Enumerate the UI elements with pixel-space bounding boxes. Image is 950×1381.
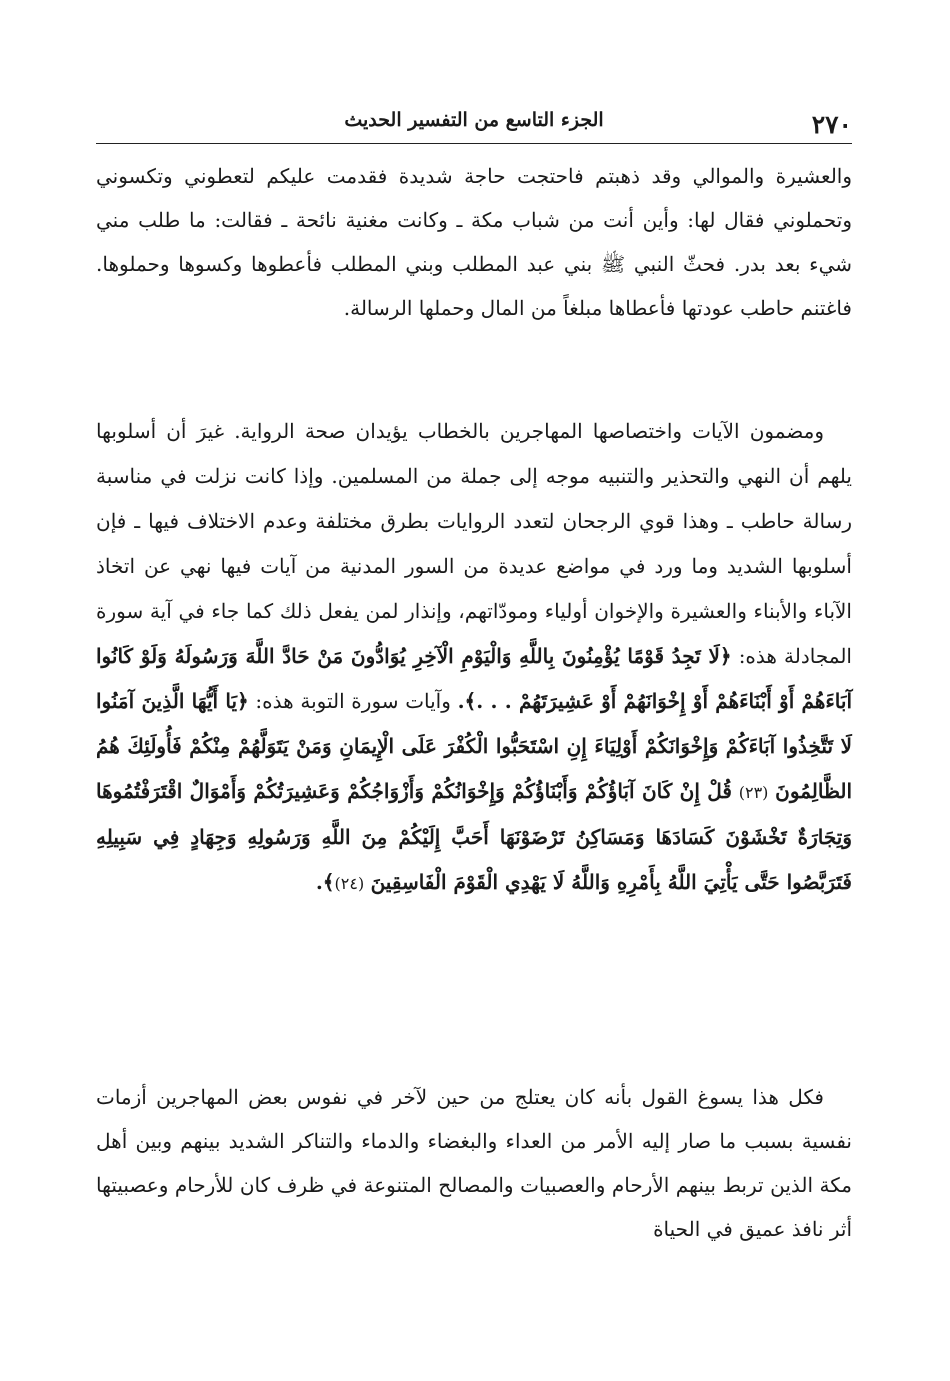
paragraph-text: ومضمون الآيات واختصاصها المهاجرين بالخطاب يؤيدان صحة الرواية. غيرَ أن أسلوبها يلهم أن النهي والتحذير والتنبيه موجه إلى جملة من المسلمين. وإذا كانت نزلت في مناسبة رسالة حاطب ـ وهذا قوي الرجحان لتعدد الروايات بطرق مختلفة وعدم الاختلاف فيها ـ فإن أسلوبها الشديد وما ورد في مواضع عديدة من السور المدنية من آيات فيها نهي عن اتخاذ الآباء والأبناء والعشيرة والإخوان أولياء ومودّاتهم، وإنذار لمن يفعل ذلك كما جاء في آية سورة المجادلة هذه:	[96, 419, 852, 668]
paragraph-text: فكل هذا يسوغ القول بأنه كان يعتلج من حين لآخر في نفوس بعض المهاجرين أزمات نفسية بسبب ما صار إليه الأمر من العداء والبغضاء والدماء والتناكر الشديد بينهم وبين أهل مكة الذين تربط بينهم الأرحام والعصبيات والمصالح المتنوعة في ظرف كان للأرحام وعصبيتها أثر نافذ عميق في الحياة	[96, 1085, 852, 1241]
paragraph-text: والعشيرة والموالي وقد ذهبتم فاحتجت حاجة شديدة فقدمت عليكم لتعطوني وتكسوني وتحملوني فقال لها: وأين أنت من شباب مكة ـ وكانت مغنية نائحة ـ فقالت: ما طلب مني شيء بعد بدر. فحثّ النبي ﷺ بني عبد المطلب وبني المطلب فأعطوها وكسوها وحملوها. فاغتنم حاطب عودتها فأعطاها مبلغاً من المال وحملها الرسالة.	[96, 164, 852, 320]
page-number: ٢٧٠	[811, 110, 852, 139]
running-title: الجزء التاسع من التفسير الحديث	[344, 109, 604, 131]
quran-quote-mujadila: ﴿لَا تَجِدُ قَوْمًا يُؤْمِنُونَ بِاللَّهِ وَالْيَوْمِ الْآخِرِ يُوَادُّونَ مَنْ حَادَّ اللَّهَ وَرَسُولَهُ وَلَوْ كَانُوا آبَاءَهُمْ أَوْ أَبْنَاءَهُمْ أَوْ إِخْوَانَهُمْ أَوْ عَشِيرَتَهُمْ . . .﴾.	[96, 644, 853, 713]
paragraph-verses-commentary	[96, 409, 852, 906]
paragraph-conclusion	[96, 1075, 852, 1251]
paragraph-text: وآيات سورة التوبة هذه:	[255, 689, 451, 713]
ayah-number-marker: (٢٣)	[738, 783, 769, 802]
paragraph-hateb-story	[96, 154, 852, 330]
quran-quote-tawba-24: قُلْ إِنْ كَانَ آبَاؤُكُمْ وَأَبْنَاؤُكُمْ وَإِخْوَانُكُمْ وَأَزْوَاجُكُمْ وَعَشِيرَتُكُمْ وَأَمْوَالٌ اقْتَرَفْتُمُوهَا وَتِجَارَةٌ تَخْشَوْنَ كَسَادَهَا وَمَسَاكِنُ تَرْضَوْنَهَا أَحَبَّ إِلَيْكُمْ مِنَ اللَّهِ وَرَسُولِهِ وَجِهَادٍ فِي سَبِيلِهِ فَتَرَبَّصُوا حَتَّى يَأْتِيَ اللَّهُ بِأَمْرِهِ وَاللَّهُ لَا يَهْدِي الْقَوْمَ الْفَاسِقِينَ	[96, 779, 852, 894]
quran-quote-close: ﴾.	[315, 870, 335, 894]
quran-quote-tawba-23: ﴿يَا أَيُّهَا الَّذِينَ آمَنُوا لَا تَتَّخِذُوا آبَاءَكُمْ وَإِخْوَانَكُمْ أَوْلِيَاءَ إِنِ اسْتَحَبُّوا الْكُفْرَ عَلَى الْإِيمَانِ وَمَنْ يَتَوَلَّهُمْ مِنْكُمْ فَأُولَئِكَ هُمُ الظَّالِمُونَ	[96, 689, 852, 803]
page-header	[96, 104, 852, 138]
ayah-number-marker: (٢٤)	[334, 874, 365, 893]
header-divider	[96, 143, 852, 144]
